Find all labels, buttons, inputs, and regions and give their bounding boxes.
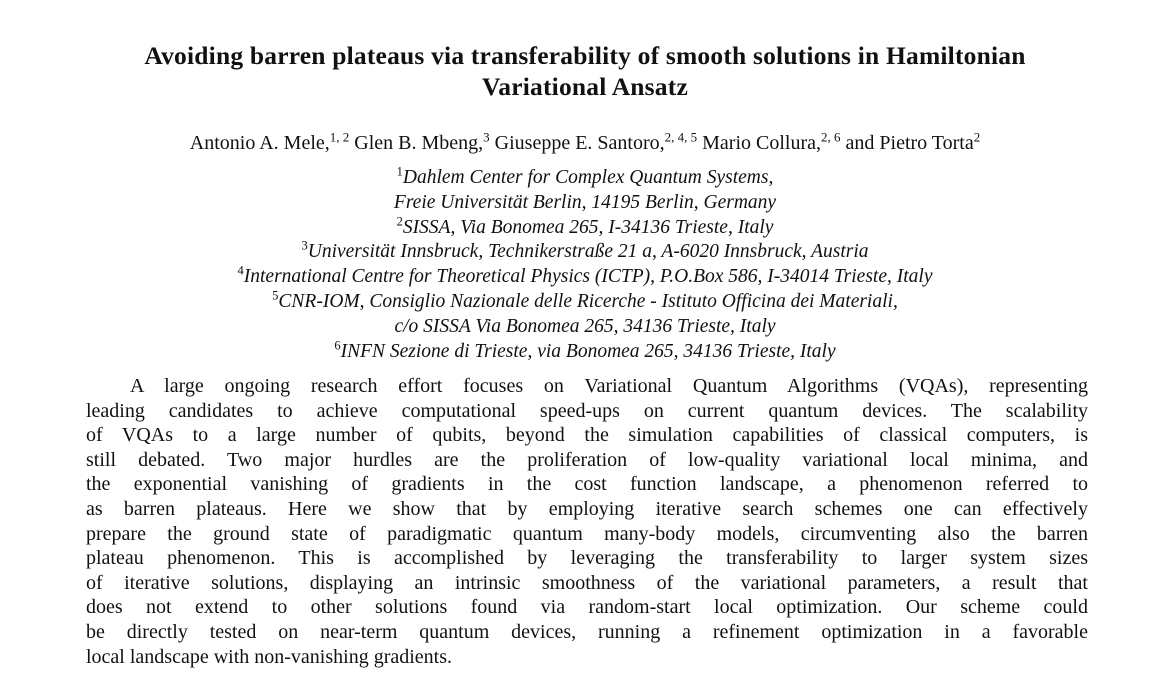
affiliation-text: Dahlem Center for Complex Quantum Systems, (402, 167, 774, 188)
author-name: and Pietro Torta (845, 132, 974, 154)
affiliation-marker: 1 (396, 164, 403, 179)
author (189, 129, 350, 154)
affiliation-line (20, 191, 1150, 216)
abstract-line: still debated. Two major hurdles are the proliferation of low-quality variational local minima, and (86, 448, 1088, 471)
affiliation-line (20, 166, 1150, 191)
affiliation-text: INFN Sezione di Trieste, via Bonomea 265, 34136 Trieste, Italy (340, 340, 836, 362)
title-line: Avoiding barren plateaus via transferability of smooth solutions in Hamiltonian (144, 41, 1026, 70)
author (845, 129, 981, 154)
affiliation-text: c/o SISSA Via Bonomea 265, 34136 Trieste, Italy (394, 315, 776, 337)
affiliation-text: CNR-IOM, Consiglio Nazionale delle Ricerche - Istituto Officina dei Materiali, (278, 290, 898, 312)
affiliation-text: Universität Innsbruck, Technikerstraße 21 a, A-6020 Innsbruck, Austria (307, 241, 869, 263)
affiliation-line (20, 265, 1150, 290)
affiliation-marker: 5 (272, 288, 279, 303)
author-name: Antonio A. Mele, (189, 132, 330, 154)
affiliation-marker: 3 (301, 238, 308, 253)
affiliation-line (20, 240, 1150, 265)
abstract-line: prepare the ground state of paradigmatic quantum many-body models, circumventing also the barren (86, 522, 1088, 545)
abstract-line: does not extend to other solutions found via random-start local optimization. Our scheme could (86, 596, 1088, 619)
author-name: Giuseppe E. Santoro, (494, 132, 665, 154)
abstract-line: of iterative solutions, displaying an intrinsic smoothness of the variational parameters, a result that (86, 571, 1088, 594)
author-list (20, 130, 1150, 156)
abstract-line: of VQAs to a large number of qubits, beyond the simulation capabilities of classical computers, is (86, 424, 1088, 447)
affiliation-marker: 4 (237, 263, 244, 278)
abstract-line: the exponential vanishing of gradients in the cost function landscape, a phenomenon referred to (86, 473, 1088, 496)
affiliation-marker: 6 (334, 338, 341, 353)
affiliation-line (20, 216, 1150, 241)
affiliation-line (20, 290, 1150, 315)
abstract-line: as barren plateaus. Here we show that by employing iterative search schemes one can effectively (86, 497, 1088, 520)
author-affil-marker: 2 (973, 129, 981, 145)
affiliation-text: Freie Universität Berlin, 14195 Berlin, Germany (393, 191, 777, 213)
title-line: Variational Ansatz (482, 72, 688, 101)
abstract (86, 374, 1088, 669)
affiliation-line (20, 315, 1150, 340)
author-name: Glen B. Mbeng, (354, 132, 484, 154)
abstract-line: local landscape with non-vanishing gradients. (86, 645, 453, 668)
affiliation-marker: 2 (396, 214, 403, 229)
abstract-line: be directly tested on near-term quantum devices, running a refinement optimization in a favorable (86, 620, 1088, 643)
author (494, 129, 698, 154)
abstract-line: A large ongoing research effort focuses on Variational Quantum Algorithms (VQAs), representing (130, 375, 1088, 397)
paper-title (20, 40, 1150, 102)
abstract-line: leading candidates to achieve computational speed-ups on current quantum devices. The scalability (86, 399, 1088, 422)
author (354, 129, 490, 154)
affiliation-text: International Centre for Theoretical Physics (ICTP), P.O.Box 586, I-34014 Trieste, Italy (243, 266, 933, 288)
affiliation-text: SISSA, Via Bonomea 265, I-34136 Trieste, Italy (402, 216, 774, 238)
abstract-line: plateau phenomenon. This is accomplished by leveraging the transferability to larger system sizes (86, 547, 1088, 570)
author-affil-marker: 2, 4, 5 (664, 129, 698, 145)
author-name: Mario Collura, (702, 132, 822, 154)
affiliation-list (20, 166, 1150, 364)
author-affil-marker: 1, 2 (329, 129, 350, 145)
affiliation-line (20, 340, 1150, 365)
author (702, 129, 841, 154)
author-affil-marker: 3 (483, 129, 490, 145)
author-affil-marker: 2, 6 (821, 129, 841, 145)
